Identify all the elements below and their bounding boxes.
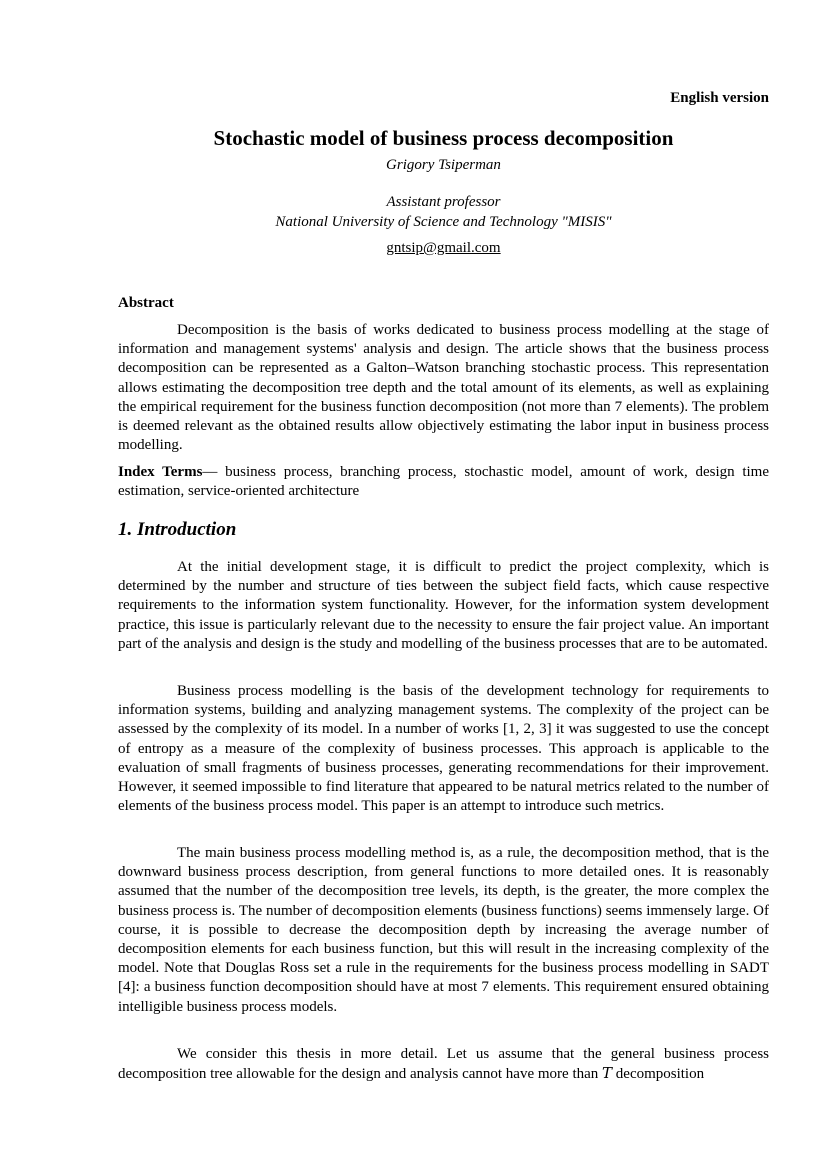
index-terms-text: — business process, branching process, stochastic model, amount of work, design time estimation, service-oriented architecture	[118, 464, 769, 500]
abstract-heading: Abstract	[118, 295, 174, 311]
intro-paragraph-4-start: We consider this thesis in more detail. Let us assume that the general business process decomposition tree allowable for the design and analysis cannot have more than	[118, 1046, 769, 1083]
version-label: English version	[670, 90, 769, 106]
introduction-heading: 1. Introduction	[118, 519, 237, 540]
intro-paragraph-4-end: decomposition	[612, 1066, 705, 1083]
author-email-link[interactable]: gntsip@gmail.com	[386, 240, 501, 256]
intro-paragraph-4	[118, 1045, 769, 1084]
abstract-body: Decomposition is the basis of works dedicated to business process modelling at the stage of information and management systems' analysis and design. The article shows that the business process decomposition can be represented as a Galton–Watson branching stochastic process. This representation allows estimating the decomposition tree depth and the total amount of its elements, as well as explaining the empirical requirement for the business function decomposition (not more than 7 elements). The problem is deemed relevant as the obtained results allow objectively estimating the labor input in business process modelling.	[118, 322, 769, 454]
intro-paragraph-1: At the initial development stage, it is difficult to predict the project complexity, which is determined by the number and structure of ties between the subject field facts, which cause respective requirements to the information system functionality. However, for the information system development practice, this issue is particularly relevant due to the necessity to ensure the fair project value. An important part of the analysis and design is the study and modelling of the business processes that are to be automated.	[118, 559, 769, 652]
author-name: Grigory Tsiperman	[386, 157, 501, 173]
math-variable-t: T	[602, 1064, 613, 1083]
intro-paragraph-2: Business process modelling is the basis of the development technology for requirements to information systems, building and analyzing management systems. The complexity of the project can be assessed by the complexity of its model. In a number of works [1, 2, 3] it was suggested to use the concept of entropy as a measure of the complexity of business processes. This approach is applicable to the evaluation of small fragments of business processes, generating recommendations for their improvement. However, it seemed impossible to find literature that appeared to be natural metrics related to the number of elements of the business process model. This paper is an attempt to introduce such metrics.	[118, 683, 769, 815]
index-terms	[118, 463, 769, 501]
author-affiliation: National University of Science and Technology "MISIS"	[275, 214, 612, 230]
author-position: Assistant professor	[386, 194, 501, 210]
paper-title: Stochastic model of business process decomposition	[213, 126, 674, 150]
index-terms-label: Index Terms	[118, 464, 203, 480]
intro-paragraph-3: The main business process modelling method is, as a rule, the decomposition method, that is the downward business process description, from general functions to more detailed ones. It is reasonably assumed that the number of the decomposition tree levels, its depth, is the greater, the more complex the business process is. The number of decomposition elements (business functions) seems immensely large. Of course, it is possible to decrease the decomposition depth by increasing the average number of decomposition elements for each business function, but this will result in the increasing complexity of the model. Note that Douglas Ross set a rule in the requirements for the business process modelling in SADT [4]: a business function decomposition should have at most 7 elements. This requirement ensured obtaining intelligible business process models.	[118, 845, 769, 1015]
